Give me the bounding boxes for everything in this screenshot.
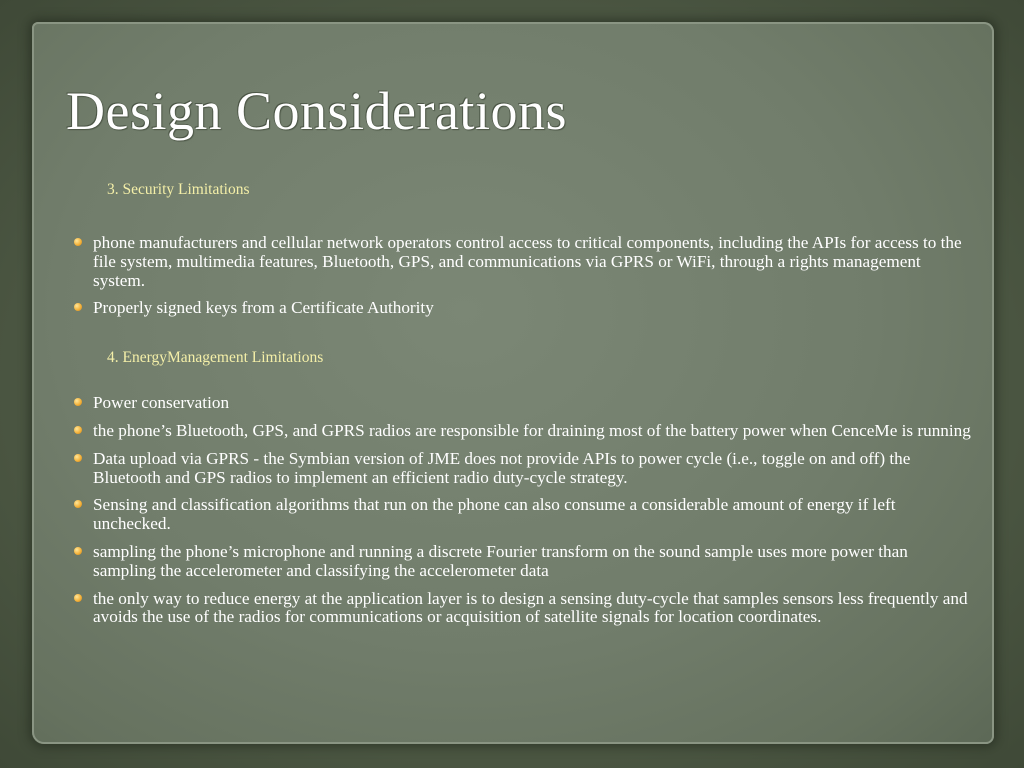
bullet-dot-icon <box>74 238 82 246</box>
bullet-dot-icon <box>74 454 82 462</box>
bullet-dot-icon <box>74 398 82 406</box>
bullet-text: the only way to reduce energy at the application layer is to design a sensing duty-cycle that samples sensors less frequently and avoids the use of the radios for communications or acquisition of satellite signals for location coordinates. <box>93 588 968 627</box>
security-bullet-list <box>74 234 972 318</box>
bullet-dot-icon <box>74 426 82 434</box>
bullet-dot-icon <box>74 547 82 555</box>
slide-content <box>74 180 972 636</box>
bullet-dot-icon <box>74 500 82 508</box>
energy-bullet-list <box>74 394 972 627</box>
bullet-text: Power conservation <box>93 393 230 413</box>
bullet-item <box>74 543 972 581</box>
bullet-text: Data upload via GPRS - the Symbian version of JME does not provide APIs to power cycle (i.e., toggle on and off) the Bluetooth and GPS radios to implement an efficient radio duty-cycle strategy. <box>93 448 911 487</box>
bullet-text: the phone’s Bluetooth, GPS, and GPRS radios are responsible for draining most of the battery power when CenceMe is running <box>93 420 971 440</box>
bullet-dot-icon <box>74 594 82 602</box>
bullet-item <box>74 496 972 534</box>
section-heading-energy: 4. EnergyManagement Limitations <box>107 349 324 367</box>
bullet-text: phone manufacturers and cellular network operators control access to critical components, including the APIs for access to the file system, multimedia features, Bluetooth, GPS, and communications via GPRS or WiFi, through a rights management system. <box>93 233 962 290</box>
bullet-item <box>74 299 972 318</box>
bullet-item <box>74 422 972 441</box>
bullet-dot-icon <box>74 303 82 311</box>
slide-title: Design Considerations <box>66 81 567 141</box>
bullet-item <box>74 450 972 488</box>
bullet-item <box>74 590 972 628</box>
section-heading-security: 3. Security Limitations <box>107 181 250 198</box>
bullet-text: Sensing and classification algorithms that run on the phone can also consume a considerable amount of energy if left unchecked. <box>93 495 896 534</box>
bullet-text: sampling the phone’s microphone and running a discrete Fourier transform on the sound sample uses more power than sampling the accelerometer and classifying the accelerometer data <box>93 541 908 580</box>
bullet-text: Properly signed keys from a Certificate Authority <box>93 298 434 318</box>
bullet-item <box>74 234 972 290</box>
bullet-item <box>74 394 972 413</box>
